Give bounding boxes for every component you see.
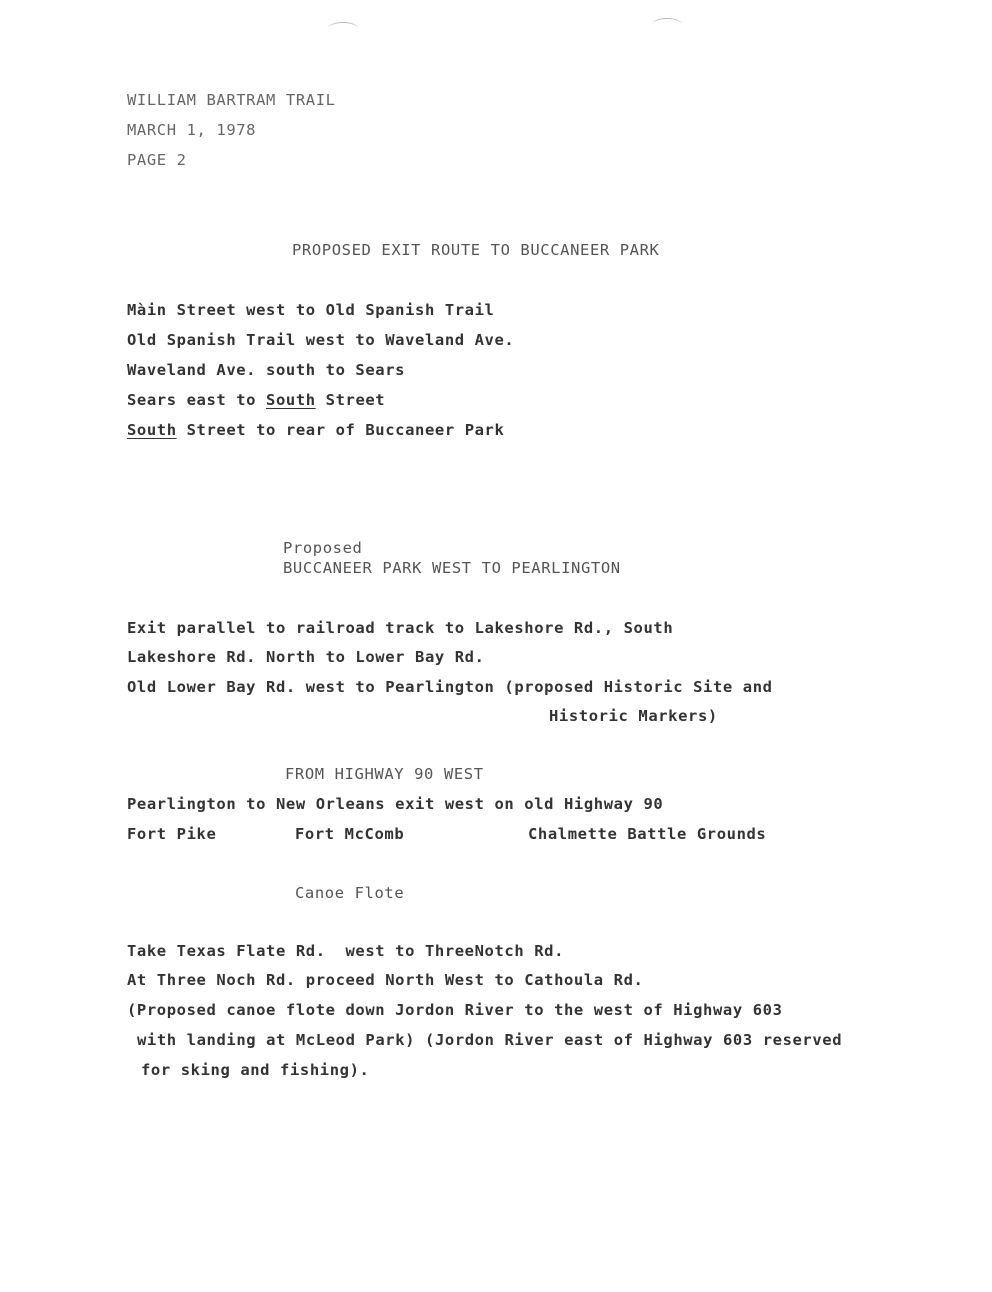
doc-header-page: PAGE 2 <box>127 151 187 169</box>
doc-header-title: WILLIAM BARTRAM TRAIL <box>127 91 336 109</box>
section4-line-1: Take Texas Flate Rd. west to ThreeNotch Rd. <box>127 942 564 960</box>
punch-hole-right <box>652 18 682 31</box>
section2-title-line2: BUCCANEER PARK WEST TO PEARLINGTON <box>283 559 621 577</box>
section2-title-line1: Proposed <box>283 539 363 557</box>
section2-line-4: Historic Markers) <box>549 707 718 725</box>
section1-line-3: Waveland Ave. south to Sears <box>127 361 406 379</box>
section4-line-2: At Three Noch Rd. proceed North West to Cathoula Rd. <box>127 971 644 989</box>
south-suffix: Street to rear of Buccaneer Park <box>176 421 505 439</box>
section2-line-3: Old Lower Bay Rd. west to Pearlington (proposed Historic Site and <box>127 678 773 696</box>
section3-title: FROM HIGHWAY 90 WEST <box>285 765 484 783</box>
south-underlined-word: South <box>127 421 177 439</box>
section1-line-2: Old Spanish Trail west to Waveland Ave. <box>127 331 515 349</box>
section4-line-4: with landing at McLeod Park) (Jordon River east of Highway 603 reserved <box>137 1031 843 1049</box>
site-chalmette: Chalmette Battle Grounds <box>528 825 767 843</box>
section3-line-1: Pearlington to New Orleans exit west on old Highway 90 <box>127 795 664 813</box>
section2-line-2: Lakeshore Rd. North to Lower Bay Rd. <box>127 648 485 666</box>
sears-prefix: Sears east to <box>127 391 267 409</box>
site-fort-mccomb: Fort McComb <box>295 825 405 843</box>
doc-header-date: MARCH 1, 1978 <box>127 121 257 139</box>
section4-line-3: (Proposed canoe flote down Jordon River to the west of Highway 603 <box>127 1001 783 1019</box>
section2-line-1: Exit parallel to railroad track to Lakeshore Rd., South <box>127 619 674 637</box>
sears-suffix: Street <box>315 391 386 409</box>
sears-underlined-word: South <box>266 391 316 409</box>
section4-line-5: for sking and fishing). <box>141 1061 370 1079</box>
punch-hole-left <box>328 22 358 35</box>
section1-line-5 <box>127 420 504 440</box>
section1-title: PROPOSED EXIT ROUTE TO BUCCANEER PARK <box>292 241 660 259</box>
site-fort-pike: Fort Pike <box>127 825 217 843</box>
section4-title: Canoe Flote <box>295 884 405 902</box>
section1-line-4 <box>127 390 385 410</box>
section1-line-1: Màin Street west to Old Spanish Trail <box>127 301 495 319</box>
